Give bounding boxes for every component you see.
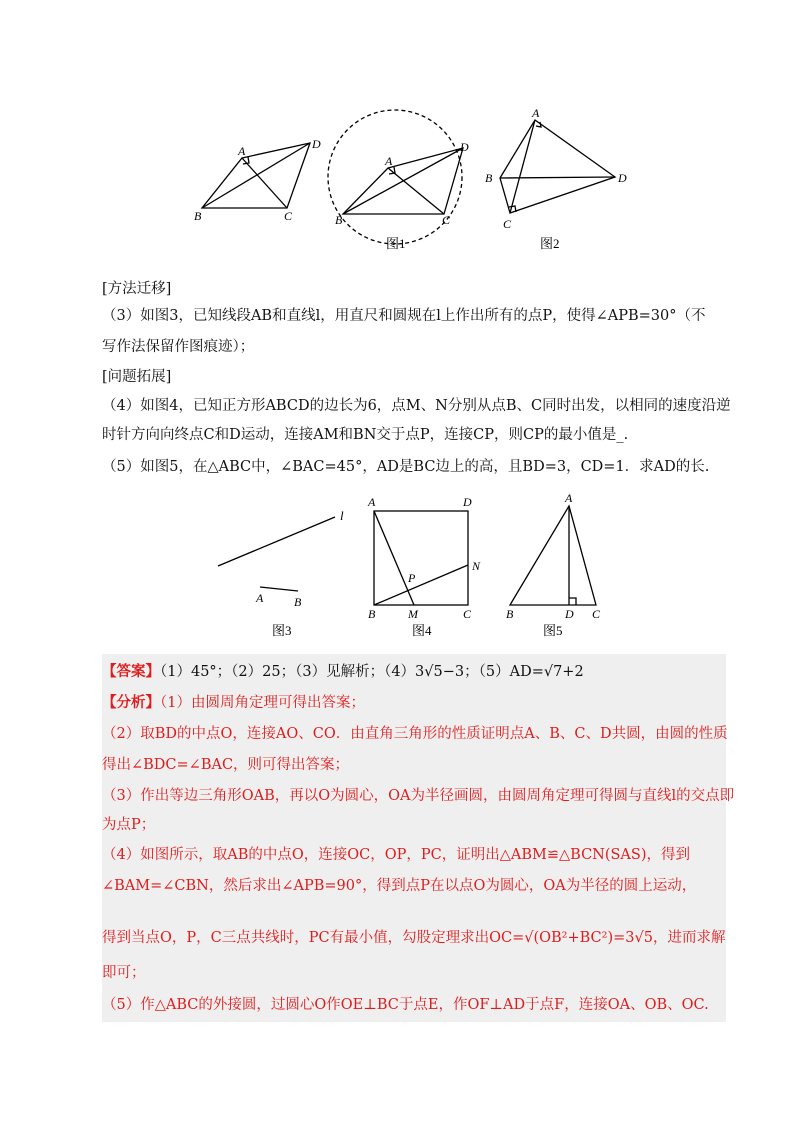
question-5-line: （5）如图5，在△ABC中，∠BAC=45°，AD是BC边上的高，且BD=3，CD=1．求AD的长. (102, 459, 710, 475)
point-label-A: A (368, 495, 376, 509)
point-label-D: D (565, 607, 574, 621)
section-method-heading: [方法迁移] (102, 281, 172, 297)
point-label-l: l (340, 508, 344, 523)
triangle-figure (510, 506, 596, 605)
point-label-D: D (618, 171, 627, 185)
figure-label-4: 图4 (412, 623, 432, 638)
point-label-B: B (294, 595, 302, 609)
answer-line (102, 662, 722, 682)
question-4-line-2: 时针方向向终点C和D运动，连接AM和BN交于点P，连接CP，则CP的最小值是_. (102, 427, 629, 443)
point-label-B: B (485, 171, 493, 185)
point-label-A: A (238, 144, 246, 158)
point-label-B: B (194, 209, 202, 223)
analysis-tag: 【分析】 (102, 694, 160, 711)
point-label-B: B (368, 607, 376, 621)
point-label-C: C (442, 213, 451, 227)
point-label-B: B (506, 607, 514, 621)
point-label-D: D (312, 137, 321, 151)
answer-text: （1）45°；（2）25；（3）见解析；（4）3√5−3；（5）AD=√7+2 (160, 664, 584, 680)
point-label-C: C (503, 217, 512, 231)
point-label-B: B (335, 213, 343, 227)
quadrilateral-figure (202, 143, 310, 208)
point-label-D: D (463, 495, 472, 509)
figure-label-5: 图5 (543, 623, 563, 638)
analysis-4-line-3: 得到当点O，P，C三点共线时，PC有最小值，勾股定理求出OC=√(OB²+BC²)=3√5，进而求解 (102, 930, 726, 946)
point-label-C: C (592, 607, 601, 621)
answer-tag: 【答案】 (102, 663, 160, 680)
point-label-D: D (460, 140, 469, 154)
point-label-C: C (463, 607, 472, 621)
analysis-line (102, 693, 722, 713)
point-label-N: N (472, 559, 481, 573)
question-3-line-2: 写作法保留作图痕迹）； (102, 339, 255, 355)
figure-label-3: 图3 (272, 623, 292, 638)
question-3-line-1: （3）如图3，已知线段AB和直线l，用直尺和圆规在l上作出所有的点P，使得∠APB=30°（不 (102, 308, 706, 324)
square-figure (374, 511, 468, 605)
figure-label-1: 图1 (386, 236, 406, 251)
analysis-4-line-2: ∠BAM=∠CBN，然后求出∠APB=90°，得到点P在以点O为圆心，OA为半径的圆上运动， (102, 878, 697, 894)
point-label-A: A (532, 106, 540, 120)
figure-label-2: 图2 (540, 236, 560, 251)
section-extend-heading: [问题拓展] (102, 369, 172, 385)
analysis-3-line-2: 为点P； (102, 817, 156, 833)
analysis-1: （1）由圆周角定理可得出答案； (160, 695, 365, 711)
kite-figure (500, 120, 615, 213)
middle-figures (210, 490, 620, 645)
analysis-3-line-1: （3）作出等边三角形OAB，再以O为圆心，OA为半径画圆，由圆周角定理可得圆与直线l的交点即 (102, 788, 735, 804)
top-figures (180, 100, 640, 260)
point-label-C: C (284, 209, 293, 223)
point-label-A: A (565, 491, 573, 505)
point-label-A: A (256, 591, 264, 605)
point-label-P: P (408, 571, 416, 585)
point-label-M: M (408, 607, 418, 621)
analysis-2-line-2: 得出∠BDC=∠BAC，则可得出答案； (102, 757, 350, 773)
analysis-4-line-4: 即可； (102, 965, 146, 981)
analysis-4-line-1: （4）如图所示，取AB的中点O，连接OC，OP，PC，证明出△ABM≌△BCN(SAS)，得到 (102, 847, 690, 863)
analysis-5-line: （5）作△ABC的外接圆，过圆心O作OE⊥BC于点E，作OF⊥AD于点F，连接OA、OB、OC. (102, 997, 709, 1013)
question-4-line-1: （4）如图4，已知正方形ABCD的边长为6，点M、N分别从点B、C同时出发，以相同的速度沿逆 (102, 398, 731, 414)
point-label-A: A (385, 154, 393, 168)
line-and-segment-figure (218, 517, 335, 591)
analysis-2-line-1: （2）取BD的中点O，连接AO、CO．由直角三角形的性质证明点A、B、C、D共圆，由圆的性质 (102, 726, 728, 742)
